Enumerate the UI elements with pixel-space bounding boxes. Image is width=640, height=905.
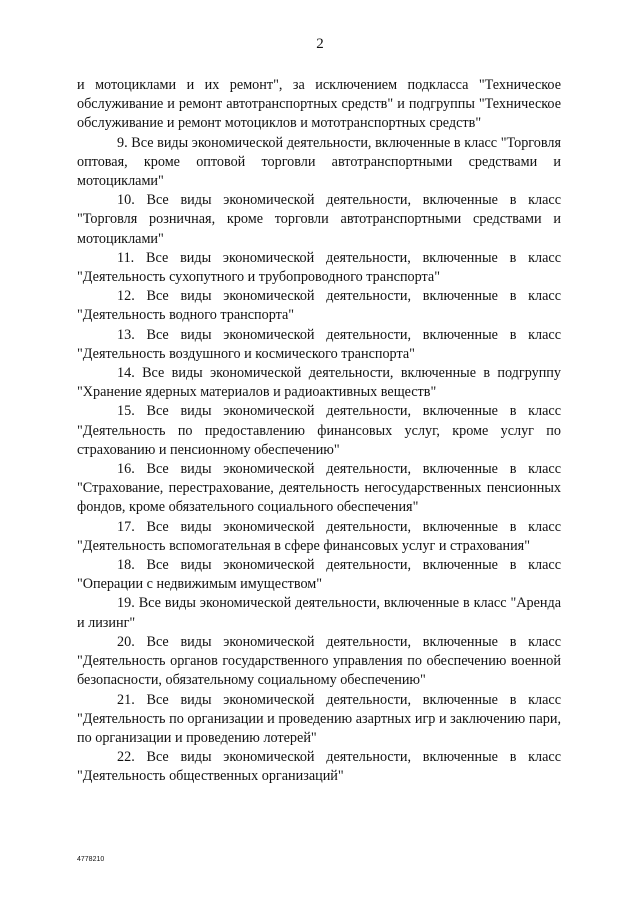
paragraph-continuation: и мотоциклами и их ремонт", за исключением подкласса "Техническое обслуживание и ремонт автотранспортных средств" и подгруппы "Техническое обслуживание и ремонт мотоциклов и мототранспортных средств"	[77, 77, 561, 132]
paragraph-item-11: 11. Все виды экономической деятельности, включенные в класс "Деятельность сухопутного и трубопроводного транспорта"	[77, 249, 561, 286]
paragraph-item-21: 21. Все виды экономической деятельности, включенные в класс "Деятельность по организации и проведению азартных игр и заключению пари, по организации и проведению лотерей"	[77, 691, 561, 746]
document-code: 4778210	[77, 856, 105, 863]
paragraph-item-13: 13. Все виды экономической деятельности, включенные в класс "Деятельность воздушного и космического транспорта"	[77, 326, 561, 362]
paragraph-item-20: 20. Все виды экономической деятельности, включенные в класс "Деятельность органов государственного управления по обеспечению военной безопасности, обязательному социальному обеспечению"	[77, 633, 561, 689]
paragraph-item-12: 12. Все виды экономической деятельности, включенные в класс "Деятельность водного транспорта"	[77, 288, 561, 324]
document-body	[77, 76, 561, 787]
paragraph-item-19: 19. Все виды экономической деятельности, включенные в класс "Аренда и лизинг"	[77, 595, 561, 631]
paragraph-item-15: 15. Все виды экономической деятельности, включенные в класс "Деятельность по предоставлению финансовых услуг, кроме услуг по страхованию и пенсионному обеспечению"	[77, 403, 561, 458]
paragraph-item-16: 16. Все виды экономической деятельности, включенные в класс "Страхование, перестрахование, деятельность негосударственных пенсионных фондов, кроме обязательного социального обеспечения"	[77, 461, 561, 516]
paragraph-item-17: 17. Все виды экономической деятельности, включенные в класс "Деятельность вспомогательная в сфере финансовых услуг и страхования"	[77, 518, 561, 554]
paragraph-item-14: 14. Все виды экономической деятельности, включенные в подгруппу "Хранение ядерных материалов и радиоактивных веществ"	[77, 365, 561, 401]
page-number: 2	[316, 36, 324, 52]
paragraph-item-10: 10. Все виды экономической деятельности, включенные в класс "Торговля розничная, кроме торговли автотранспортными средствами и мотоциклами"	[77, 192, 561, 247]
paragraph-item-22: 22. Все виды экономической деятельности, включенные в класс "Деятельность общественных организаций"	[77, 749, 561, 785]
paragraph-item-18: 18. Все виды экономической деятельности, включенные в класс "Операции с недвижимым имуществом"	[77, 557, 561, 593]
paragraph-item-9: 9. Все виды экономической деятельности, включенные в класс "Торговля оптовая, кроме оптовой торговли автотранспортными средствами и мотоциклами"	[77, 134, 561, 190]
